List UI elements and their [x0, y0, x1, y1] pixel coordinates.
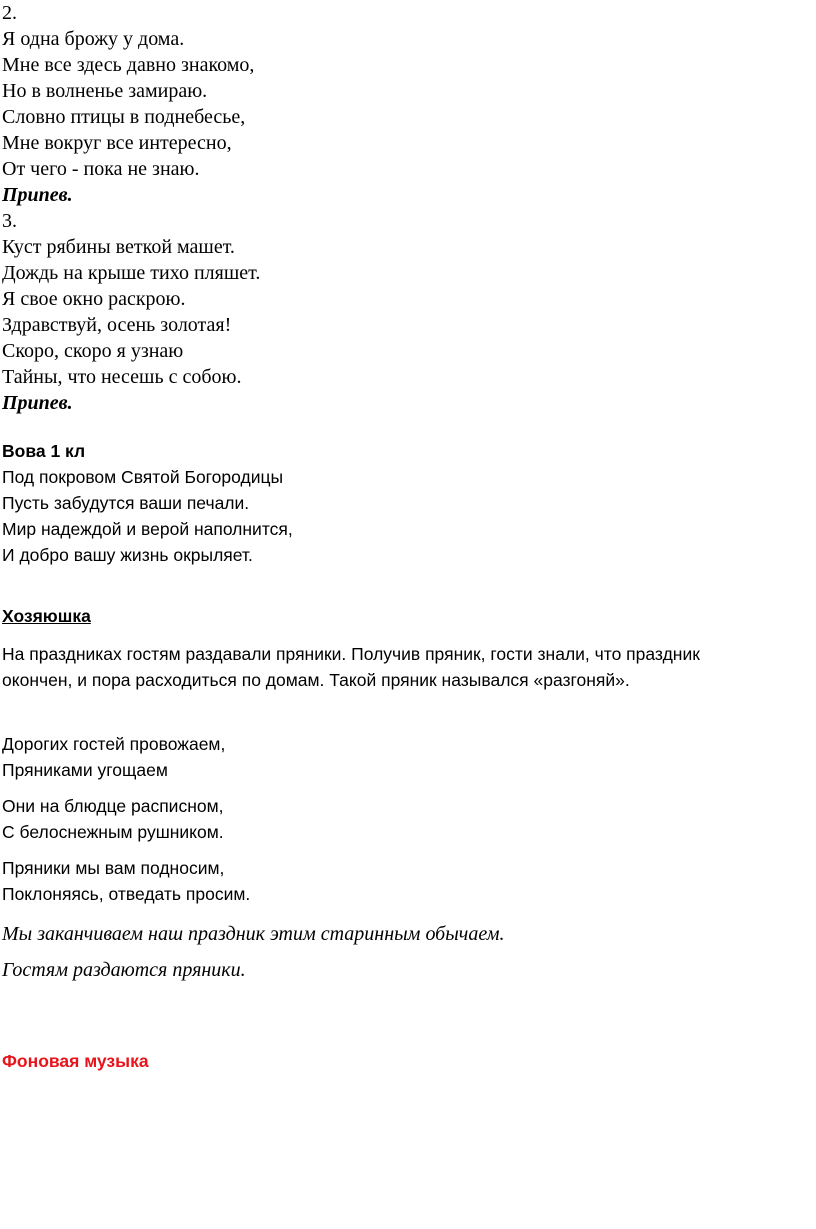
stage-direction: Гостям раздаются пряники.: [2, 959, 246, 981]
verse-line: От чего - пока не знаю.: [2, 158, 200, 180]
verse-line: Я одна брожу у дома.: [2, 28, 185, 50]
stanza: [2, 855, 250, 907]
verse-line: Я свое окно раскрою.: [2, 288, 186, 310]
hostess-section: [2, 603, 91, 629]
verse-line: И добро вашу жизнь окрыляет.: [2, 545, 253, 565]
verse-line: Дождь на крыше тихо пляшет.: [2, 262, 261, 284]
verse-line: Дорогих гостей провожаем,: [2, 734, 226, 754]
stage-direction: Мы заканчиваем наш праздник этим старинным обычаем.: [2, 923, 505, 945]
verse-line: Мне вокруг все интересно,: [2, 132, 232, 154]
background-music-label: Фоновая музыка: [2, 1051, 149, 1071]
stanza: [2, 793, 224, 845]
verse-number: 2.: [2, 2, 17, 24]
verse-line: Пряниками угощаем: [2, 760, 168, 780]
verse-line: Здравствуй, осень золотая!: [2, 314, 232, 336]
speaker-heading: Хозяюшка: [2, 606, 91, 626]
chorus-label: Припев.: [2, 184, 73, 206]
verse-line: Тайны, что несешь с собою.: [2, 366, 242, 388]
verse-line: Куст рябины веткой машет.: [2, 236, 235, 258]
verse-2: [2, 0, 254, 208]
stanza: [2, 731, 225, 783]
verse-line: Под покровом Святой Богородицы: [2, 467, 284, 487]
verse-line: Мне все здесь давно знакомо,: [2, 54, 255, 76]
verse-line: Поклоняясь, отведать просим.: [2, 884, 251, 904]
verse-line: Мир надеждой и верой наполнится,: [2, 519, 293, 539]
verse-number: 3.: [2, 210, 17, 232]
speaker-heading: Вова 1 кл: [2, 441, 86, 461]
verse-line: Пусть забудутся ваши печали.: [2, 493, 250, 513]
verse-line: Но в волненье замираю.: [2, 80, 208, 102]
verse-line: Словно птицы в поднебесье,: [2, 106, 246, 128]
verse-line: Пряники мы вам подносим,: [2, 858, 225, 878]
verse-line: Скоро, скоро я узнаю: [2, 340, 184, 362]
verse-3: [2, 208, 260, 416]
verse-line: С белоснежным рушником.: [2, 822, 224, 842]
verse-line: Они на блюдце расписном,: [2, 796, 224, 816]
hostess-paragraph: На праздниках гостям раздавали пряники. Получив пряник, гости знали, что праздник окончен, и пора расходиться по домам. Такой пряник назывался «разгоняй».: [2, 644, 700, 690]
chorus-label: Припев.: [2, 392, 73, 414]
vova-section: [2, 438, 293, 568]
